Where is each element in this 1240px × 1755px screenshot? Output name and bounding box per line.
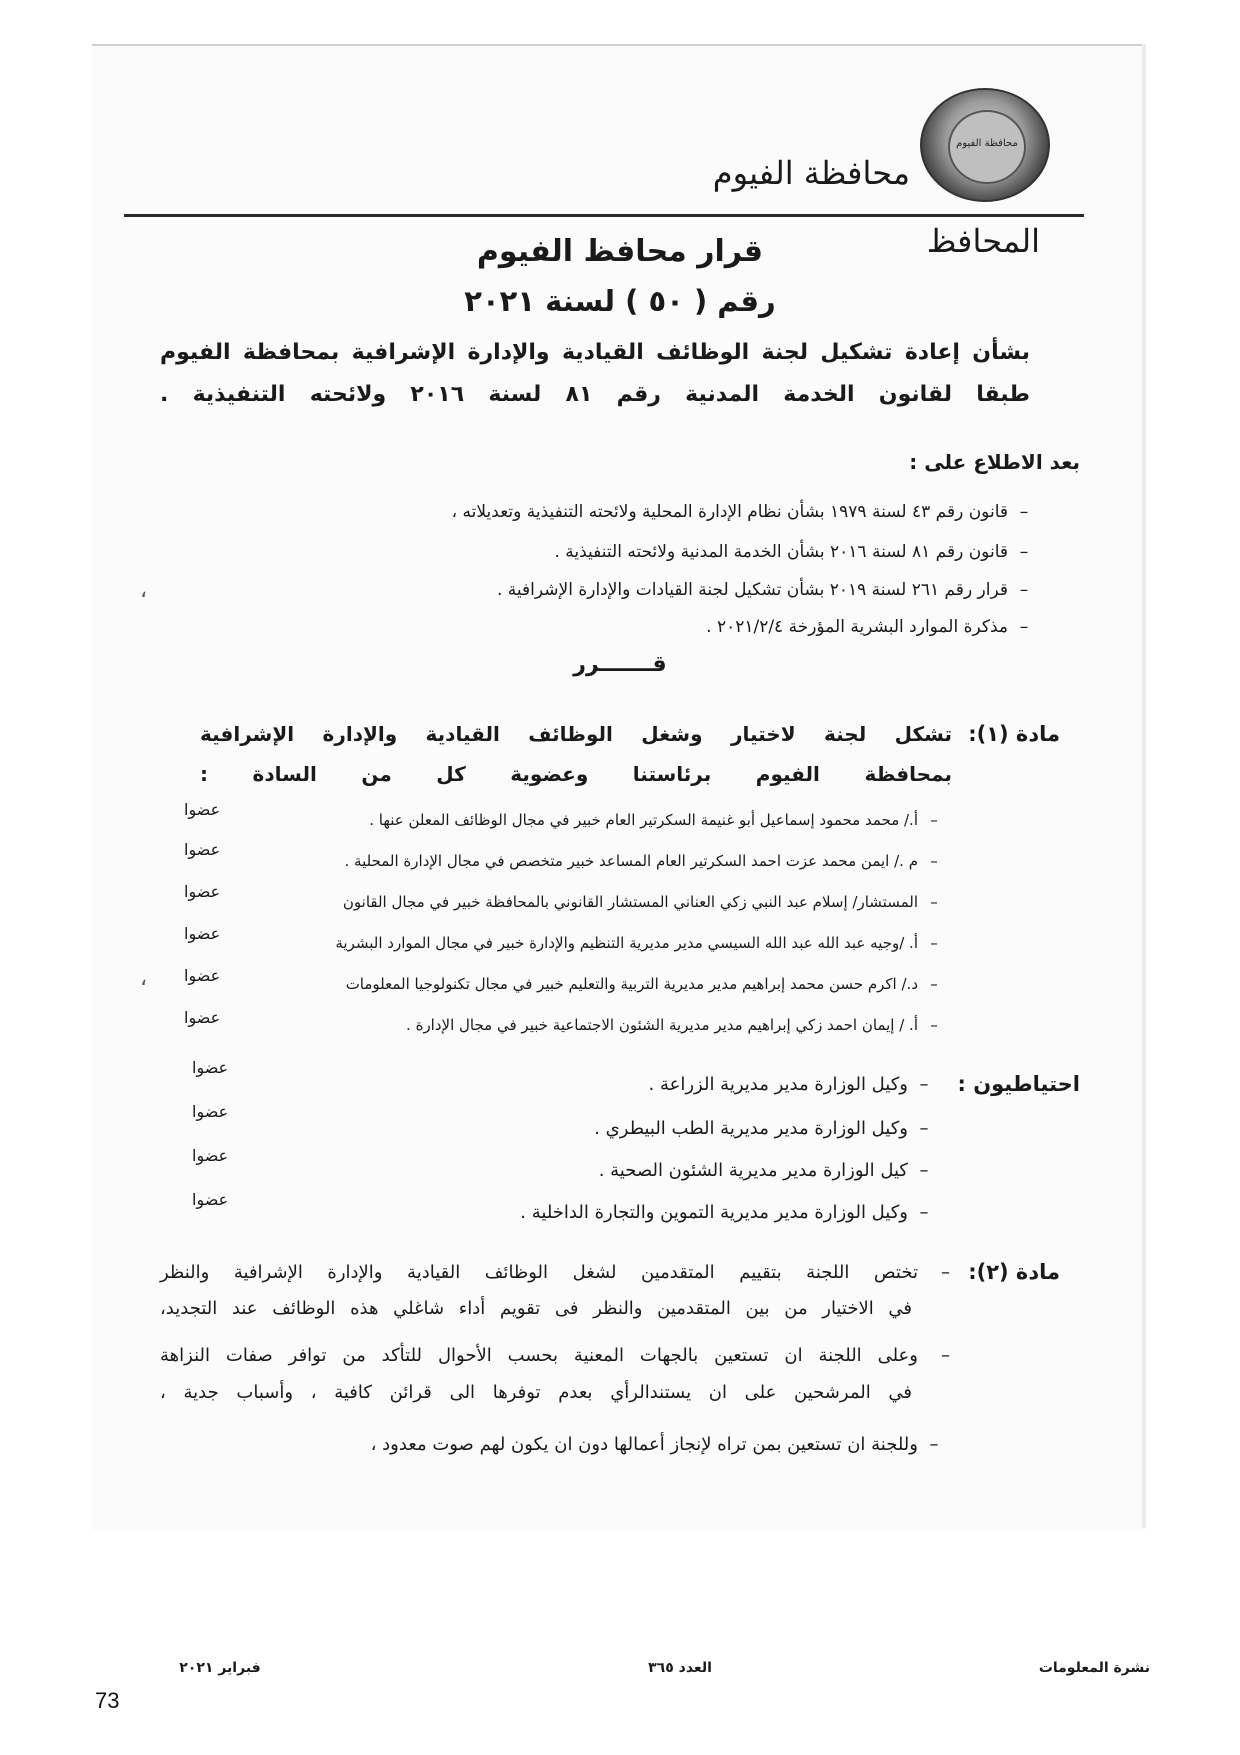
member-role: عضوا bbox=[184, 882, 221, 901]
member-row: –أ./ محمد محمود إسماعيل أبو غنيمة السكرتير العام خبير في مجال الوظائف المعلن عنها . bbox=[369, 811, 938, 829]
article-2-label: مادة (٢): bbox=[968, 1260, 1060, 1284]
footer-date: فبراير ٢٠٢١ bbox=[179, 1660, 261, 1676]
decision-title: قرار محافظ الفيوم bbox=[476, 234, 764, 269]
article-2-para-1-line-1: –تختص اللجنة بتقييم المتقدمين لشغل الوظائف القيادية والإدارة الإشرافية والنظر bbox=[160, 1262, 950, 1283]
member-role: عضوا bbox=[184, 966, 221, 985]
governorate-seal bbox=[920, 88, 1050, 202]
review-item: –قرار رقم ٢٦١ لسنة ٢٠١٩ بشأن تشكيل لجنة القيادات والإدارة الإشرافية . bbox=[496, 580, 1029, 600]
review-item: –قانون رقم ٨١ لسنة ٢٠١٦ بشأن الخدمة المدنية ولائحته التنفيذية . bbox=[554, 542, 1029, 562]
member-role: عضوا bbox=[184, 924, 221, 943]
page-number: 73 bbox=[95, 1688, 120, 1713]
decision-number: رقم ( ٥٠ ) لسنة ٢٠٢١ bbox=[464, 284, 776, 318]
reserve-row: –كيل الوزارة مدير مديرية الشئون الصحية . bbox=[598, 1160, 929, 1181]
reserve-row: –وكيل الوزارة مدير مديرية التموين والتجارة الداخلية . bbox=[520, 1202, 929, 1223]
article-2-para-1-line-2: في الاختيار من بين المتقدمين والنظر فى تقويم أداء شاغلي هذه الوظائف عند التجديد، bbox=[160, 1298, 912, 1319]
review-heading: بعد الاطلاع على : bbox=[909, 450, 1080, 474]
header-divider bbox=[124, 214, 1084, 217]
seal-text: محافظة الفيوم bbox=[956, 138, 1018, 149]
review-item: –قانون رقم ٤٣ لسنة ١٩٧٩ بشأن نظام الإدارة المحلية ولائحته التنفيذية وتعديلاته ، bbox=[451, 502, 1029, 522]
subject-line-1: بشأن إعادة تشكيل لجنة الوظائف القيادية والإدارة الإشرافية بمحافظة الفيوم bbox=[160, 340, 1030, 365]
reserve-role: عضوا bbox=[192, 1102, 229, 1121]
decided-heading: قـــــــرر bbox=[573, 652, 667, 677]
reserve-role: عضوا bbox=[192, 1146, 229, 1165]
governorate-title: محافظة الفيوم bbox=[712, 154, 910, 192]
margin-mark: ، bbox=[140, 966, 148, 991]
footer-publication: نشرة المعلومات bbox=[1038, 1660, 1150, 1676]
footer-issue: العدد ٣٦٥ bbox=[648, 1660, 712, 1676]
article-2-para-2-line-2: في المرشحين على ان يستندالرأي بعدم توفرها الى قرائن كافية ، وأسباب جدية ، bbox=[160, 1382, 912, 1403]
member-role: عضوا bbox=[184, 840, 221, 859]
governor-label: المحافظ bbox=[926, 222, 1040, 260]
review-item: –مذكرة الموارد البشرية المؤرخة ٢٠٢١/٢/٤ . bbox=[706, 617, 1029, 637]
scan-edge bbox=[1142, 44, 1146, 1528]
member-row: –المستشار/ إسلام عبد النبي زكي العناني المستشار القانوني بالمحافظة خبير في مجال القانون bbox=[342, 893, 938, 911]
margin-mark: ، bbox=[140, 578, 148, 603]
article-1-line-1: تشكل لجنة لاختيار وشغل الوظائف القيادية والإدارة الإشرافية bbox=[200, 722, 952, 746]
article-1-label: مادة (١): bbox=[968, 722, 1060, 746]
reserve-row: –وكيل الوزارة مدير مديرية الطب البيطري . bbox=[594, 1118, 929, 1139]
member-row: –د./ اكرم حسن محمد إبراهيم مدير مديرية التربية والتعليم خبير في مجال تكنولوجيا المعلومات bbox=[345, 975, 938, 993]
member-row: –أ. /وجيه عبد الله عبد الله السيسي مدير مديرية التنظيم والإدارة خبير في مجال الموارد البشرية bbox=[335, 934, 938, 952]
member-role: عضوا bbox=[184, 800, 221, 819]
member-row: –م ./ ايمن محمد عزت احمد السكرتير العام المساعد خبير متخصص في مجال الإدارة المحلية . bbox=[344, 852, 938, 870]
reserve-row: –وكيل الوزارة مدير مديرية الزراعة . bbox=[648, 1074, 929, 1095]
article-1-line-2: بمحافظة الفيوم برئاستنا وعضوية كل من السادة : bbox=[200, 762, 952, 786]
reserves-label: احتياطيون : bbox=[957, 1072, 1080, 1096]
seal-emblem bbox=[948, 110, 1026, 184]
member-role: عضوا bbox=[184, 1008, 221, 1027]
article-2-para-2-line-1: –وعلى اللجنة ان تستعين بالجهات المعنية بحسب الأحوال للتأكد من توافر صفات النزاهة bbox=[160, 1345, 950, 1366]
member-row: –أ. / إيمان احمد زكي إبراهيم مدير مديرية الشئون الاجتماعية خبير في مجال الإدارة . bbox=[406, 1016, 938, 1034]
subject-line-2: طبقا لقانون الخدمة المدنية رقم ٨١ لسنة ٢٠١٦ ولائحته التنفيذية . bbox=[160, 382, 1030, 407]
article-2-para-3: –وللجنة ان تستعين بمن تراه لإنجاز أعمالها دون ان يكون لهم صوت معدود ، bbox=[370, 1434, 939, 1455]
reserve-role: عضوا bbox=[192, 1190, 229, 1209]
reserve-role: عضوا bbox=[192, 1058, 229, 1077]
